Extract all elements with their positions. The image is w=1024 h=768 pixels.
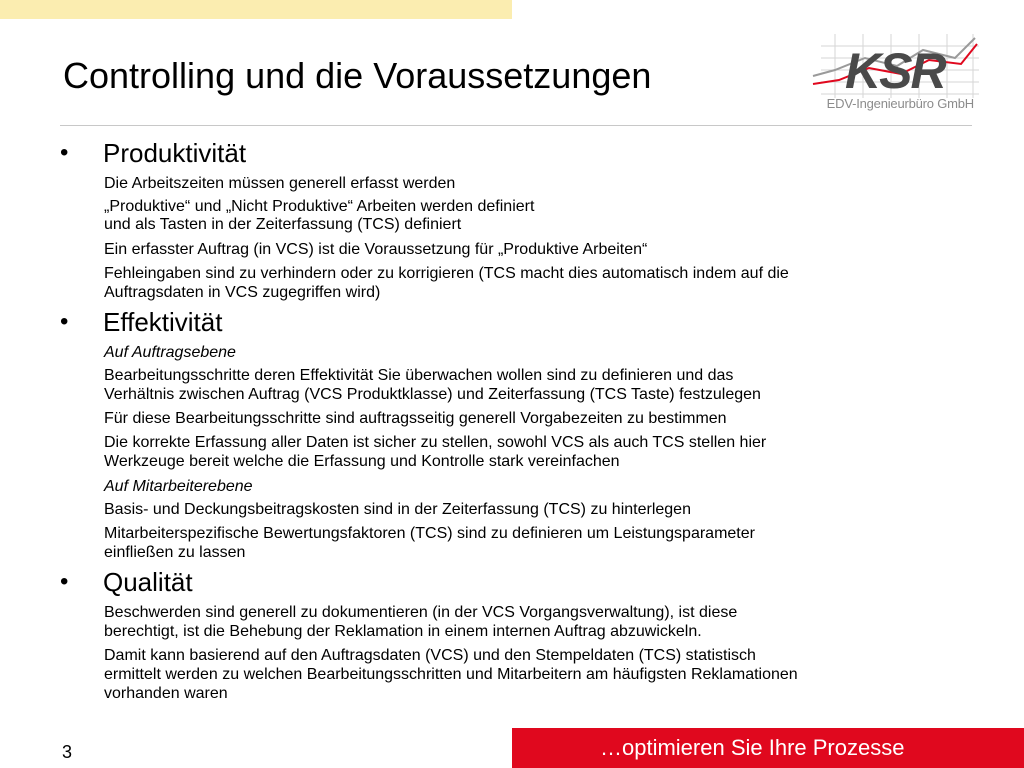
heading-qualitaet: Qualität: [103, 567, 193, 597]
list-item: Basis- und Deckungsbeitragskosten sind in der Zeiterfassung (TCS) zu hinterlegen: [104, 501, 691, 518]
list-item: Die Arbeitszeiten müssen generell erfasst werden: [104, 175, 456, 192]
list-item: ermittelt werden zu welchen Bearbeitungsschritten und Mitarbeitern am häufigsten Reklamationen: [104, 666, 798, 683]
list-item: Bearbeitungsschritte deren Effektivität Sie überwachen wollen sind zu definieren und das: [104, 367, 734, 384]
slide-title: Controlling und die Voraussetzungen: [63, 55, 652, 96]
list-item: Verhältnis zwischen Auftrag (VCS Produktklasse) und Zeiterfassung (TCS Taste) festzulegen: [104, 386, 761, 403]
list-item: Ein erfasster Auftrag (in VCS) ist die Voraussetzung für „Produktive Arbeiten“: [104, 241, 648, 258]
list-item: Damit kann basierend auf den Auftragsdaten (VCS) und den Stempeldaten (TCS) statistisch: [104, 647, 756, 664]
list-item: vorhanden waren: [104, 685, 228, 702]
top-accent-bar: [0, 0, 512, 19]
heading-effektivitaet: Effektivität: [103, 307, 223, 337]
heading-produktivitaet: Produktivität: [103, 138, 247, 168]
list-item: und als Tasten in der Zeiterfassung (TCS) definiert: [104, 216, 462, 233]
subheading-mitarbeiterebene: Auf Mitarbeiterebene: [104, 478, 253, 495]
subheading-auftragsebene: Auf Auftragsebene: [104, 344, 236, 361]
page-number: 3: [62, 742, 73, 762]
list-item: Beschwerden sind generell zu dokumentieren (in der VCS Vorgangsverwaltung), ist diese: [104, 604, 738, 621]
bullet-icon: •: [60, 308, 69, 335]
logo-subtitle: EDV-Ingenieurbüro GmbH: [826, 96, 974, 111]
logo-mark: KSR: [845, 43, 945, 99]
title-divider: [60, 125, 972, 126]
bullet-icon: •: [60, 568, 69, 595]
list-item: Die korrekte Erfassung aller Daten ist sicher zu stellen, sowohl VCS als auch TCS stellen hier: [104, 434, 767, 451]
list-item: einfließen zu lassen: [104, 544, 246, 561]
footer-slogan: …optimieren Sie Ihre Prozesse: [600, 735, 905, 760]
list-item: Mitarbeiterspezifische Bewertungsfaktoren (TCS) sind zu definieren um Leistungsparameter: [104, 525, 755, 542]
list-item: Fehleingaben sind zu verhindern oder zu korrigieren (TCS macht dies automatisch indem auf die: [104, 265, 789, 282]
list-item: berechtigt, ist die Behebung der Reklamation in einem internen Auftrag abzuwickeln.: [104, 623, 702, 640]
list-item: „Produktive“ und „Nicht Produktive“ Arbeiten werden definiert: [104, 198, 535, 215]
list-item: Werkzeuge bereit welche die Erfassung und Kontrolle stark vereinfachen: [104, 453, 620, 470]
list-item: Für diese Bearbeitungsschritte sind auftragsseitig generell Vorgabezeiten zu bestimmen: [104, 410, 727, 427]
bullet-icon: •: [60, 139, 69, 166]
list-item: Auftragsdaten in VCS zugegriffen wird): [104, 284, 381, 301]
